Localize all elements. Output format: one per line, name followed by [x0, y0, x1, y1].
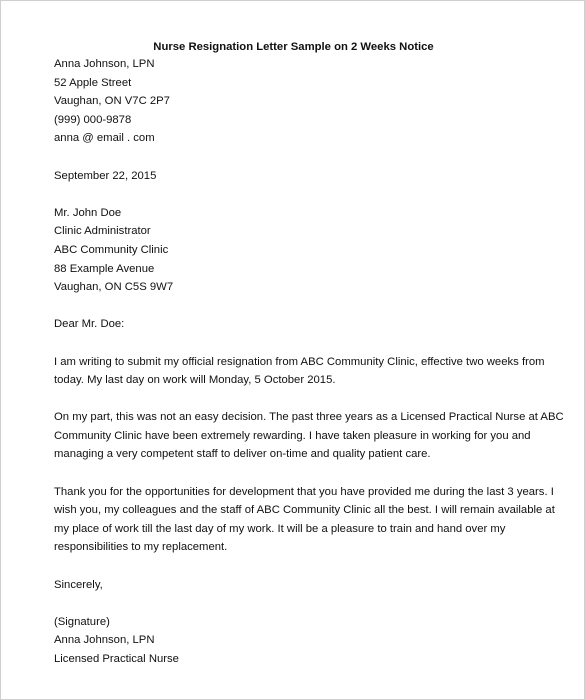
signature-block [54, 613, 544, 669]
paragraph-3 [54, 483, 555, 557]
recipient-street: 88 Example Avenue [54, 262, 155, 275]
recipient-title: Clinic Administrator [54, 225, 151, 238]
recipient-name: Mr. John Doe [54, 206, 122, 219]
paragraph-line: Community Clinic have been extremely rewarding. I have taken pleasure in working for you and [54, 429, 531, 442]
paragraph-line: wish you, my colleagues and the staff of ABC Community Clinic all the best. I will remain available at [54, 504, 555, 517]
signer-name: Anna Johnson, LPN [54, 634, 155, 647]
paragraph-line: I am writing to submit my official resignation from ABC Community Clinic, effective two weeks from [54, 355, 545, 368]
paragraph-line: responsibilities to my replacement. [54, 541, 228, 554]
paragraph-line: today. My last day on work will Monday, 5 October 2015. [54, 374, 336, 387]
paragraph-line: On my part, this was not an easy decision. The past three years as a Licensed Practical Nurse at ABC [54, 411, 564, 424]
signer-title: Licensed Practical Nurse [54, 653, 179, 665]
letter-date: September 22, 2015 [54, 169, 157, 182]
closing: Sincerely, [54, 578, 103, 591]
sender-email: anna @ email . com [54, 132, 155, 145]
sender-name: Anna Johnson, LPN [54, 58, 155, 70]
letter-body [54, 37, 564, 669]
sender-city: Vaughan, ON V7C 2P7 [54, 95, 170, 108]
recipient-city: Vaughan, ON C5S 9W7 [54, 281, 174, 294]
paragraph-2 [54, 408, 564, 464]
sender-address [54, 55, 544, 148]
page-title: Nurse Resignation Letter Sample on 2 Weeks Notice [153, 41, 434, 53]
signature-placeholder: (Signature) [54, 615, 110, 628]
paragraph-1 [54, 353, 544, 390]
salutation: Dear Mr. Doe: [54, 318, 125, 331]
sender-phone: (999) 000-9878 [54, 113, 132, 126]
recipient-org: ABC Community Clinic [54, 243, 169, 256]
paragraph-line: my place of work till the last day of my work. It will be a pleasure to train and hand over my [54, 522, 506, 535]
sender-street: 52 Apple Street [54, 76, 132, 89]
paragraph-line: Thank you for the opportunities for development that you have provided me during the last 3 years. I [54, 485, 554, 498]
paragraph-line: managing a very competent staff to deliver on-time and quality patient care. [54, 448, 431, 461]
recipient-address [54, 204, 544, 297]
